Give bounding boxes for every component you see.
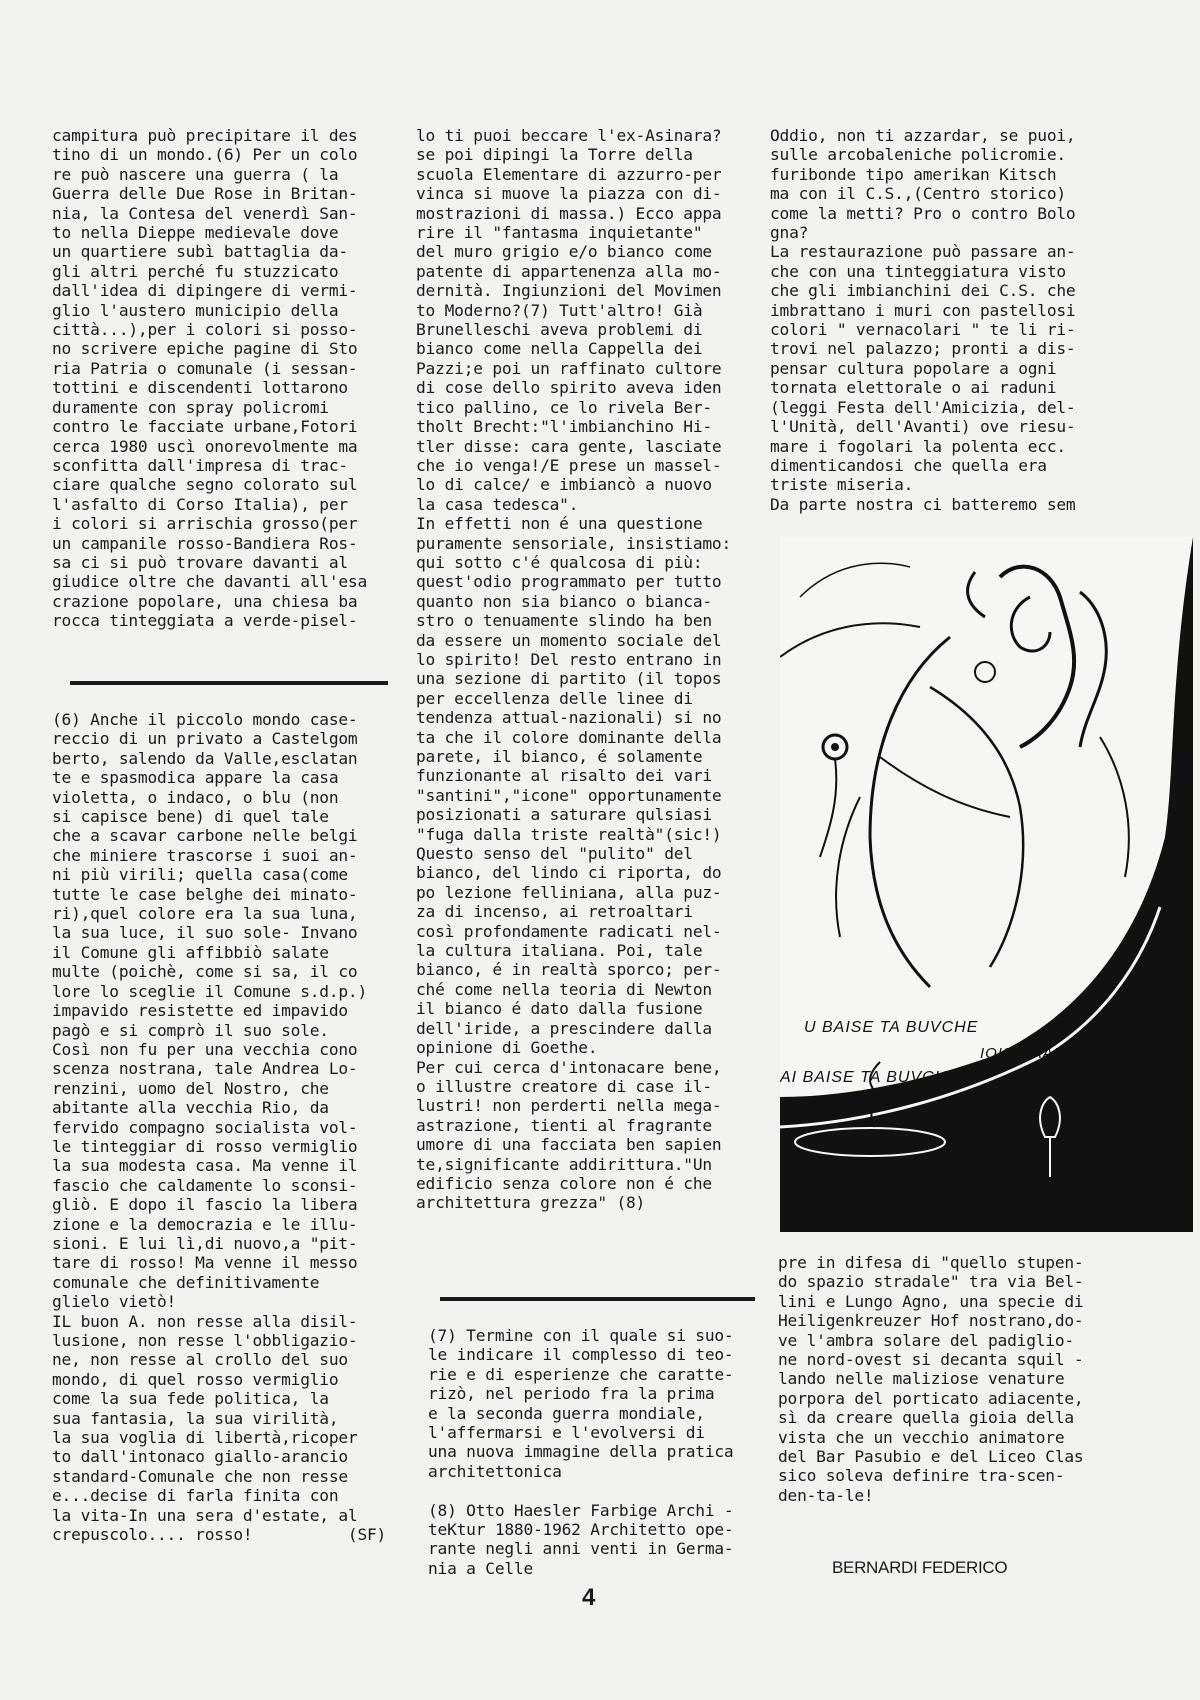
column-left-text: campitura può precipitare il des tino di un mondo.(6) Per un colo re può nascere una guerra ( la Guerra delle Due Rose in Britan- nia, la Contesa del venerdì San- to nella Dieppe medievale dove un quartiere subì battaglia da- gli altri perché fu stuzzicato dall'idea di dipingere di vermi- glio l'austero municipio della città...),per i colori si posso- no scrivere epiche pagine di Sto ria Patria o comunale (i sessan- tottini e discendenti lottarono duramente con spray policromi contro le facciate urbane,Fotori cerca 1980 uscì onorevolmente ma sconfitta dall'impresa di trac- ciare qualche segno colorato sul l'asfalto di Corso Italia), per i colori si arrischia grosso(per un campanile rosso-Bandiera Ros- sa ci si può trovare davanti al giudice oltre che davanti all'esa crazione popolare, una chiesa ba rocca tinteggiata a verde-pisel- <box>52 126 368 631</box>
illustration-caption-line-3: AI BAISE TA BUVCHE <box>780 1069 959 1086</box>
illustration-drawing <box>780 537 1193 1232</box>
salome-illustration <box>780 537 1193 1232</box>
column-middle-text: lo ti puoi beccare l'ex-Asinara? se poi dipingi la Torre della scuola Elementare di azzurro-per vinca si muove la piazza con di- mostrazioni di massa.) Ecco appa rire il "fantasma inquietante" del muro grigio e/o bianco come patente di appartenenza alla mo- dernità. Ingiunzioni del Movimen to Moderno?(7) Tutt'altro! Già Brunelleschi aveva problemi di bianco come nella Cappella dei Pazzi;e poi un raffinato cultore di cose dello spirito aveva iden tico pallino, ce lo rivela Ber- tholt Brecht:"l'imbianchino Hi- tler disse: cara gente, lasciate che io venga!/E prese un massel- lo di calce/ e imbiancò a nuovo la casa tedesca". In effetti non é una questione puramente sensoriale, insistiamo: qui sotto c'é qualcosa di più: quest'odio programmato per tutto quanto non sia bianco o bianca- stro o tenuamente slindo ha ben da essere un momento sociale del lo spirito! Del resto entrano in una sezione di partito (il topos per eccellenza delle linee di tendenza attual-nazionali) si no ta che il colore dominante della parete, il bianco, é solamente funzionante al risalto dei vari "santini","icone" opportunamente posizionati a saturare qulsiasi "fuga dalla triste realtà"(sic!) Questo senso del "pulito" del bianco, del lindo ci riporta, do po lezione felliniana, alla puz- za di incenso, ai retroaltari così profondamente radicati nel- la cultura italiana. Poi, tale bianco, é in realtà sporco; per- ché come nella teoria di Newton il bianco é dato dalla fusione dell'iride, a prescindere dalla opinione di Goethe. Per cui cerca d'intonacare bene, o illustre creatore di case il- lustri! non perderti nella mega- astrazione, tienti al fragrante umore di una facciata ben sapien te,significante addirittura."Un edificio senza colore non é che architettura grezza" (8) <box>416 126 732 1213</box>
footnotes-7-8: (7) Termine con il quale si suo- le indicare il complesso di teo- rie e di esperienze che caratte- rizò, nel periodo fra la prima e la seconda guerra mondiale, l'affermarsi e l'evolversi di una nuova immagine della pratica architettonica (8) Otto Haesler Farbige Archi - teKtur 1880-1962 Architetto ope- rante negli anni venti in Germa- nia a Celle <box>428 1326 734 1578</box>
footnote-divider-middle <box>440 1297 755 1301</box>
author-signature: BERNARDI FEDERICO <box>832 1558 1008 1577</box>
column-right-text-top: Oddio, non ti azzardar, se puoi, sulle arcobaleniche policromie. furibonde tipo amerikan Kitsch ma con il C.S.,(Centro storico) come la metti? Pro o contro Bolo gna? La restaurazione può passare an- che con una tinteggiatura visto che gli imbianchini dei C.S. che imbrattano i muri con pastellosi colori " vernacolari " te li ri- trovi nel palazzo; pronti a dis- pensar cultura popolare a ogni tornata elettorale o ai raduni (leggi Festa dell'Amicizia, del- l'Unità, dell'Avanti) ove riesu- mare i fogolari la polenta ecc. dimenticandosi che quella era triste miseria. Da parte nostra ci batteremo sem <box>770 126 1076 514</box>
illustration-caption-line-2: IOKANAAN <box>980 1045 1066 1062</box>
page-number: 4 <box>582 1584 596 1611</box>
footnote-divider-left <box>70 681 388 685</box>
illustration-caption-line-1: U BAISE TA BUVCHE <box>804 1019 979 1036</box>
footnote-6: (6) Anche il piccolo mondo case- reccio di un privato a Castelgom berto, salendo da Valle,esclatan te e spasmodica appare la casa violetta, o indaco, o blu (non si capisce bene) di quel tale che a scavar carbone nelle belgi che miniere trascorse i suoi an- ni più virili; quella casa(come tutte le case belghe dei minato- ri),quel colore era la sua luna, la sua luce, il suo sole- Invano il Comune gli affibbiò salate multe (poichè, come si sa, il co lore lo sceglie il Comune s.d.p.) impavido resistette ed impavido pagò e si comprò il suo sole. Così non fu per una vecchia cono scenza nostrana, tale Andrea Lo- renzini, uomo del Nostro, che abitante alla vecchia Rio, da fervido compagno socialista vol- le tinteggiar di rosso vermiglio la sua modesta casa. Ma venne il fascio che caldamente lo sconsi- gliò. E dopo il fascio la libera zione e la democrazia e le illu- sioni. E lui lì,di nuovo,a "pit- tare di rosso! Ma venne il messo comunale che definitivamente glielo vietò! IL buon A. non resse alla disil- lusione, non resse l'obbligazio- ne, non resse al crollo del suo mondo, di quel rosso vermiglio come la sua fede politica, la sua fantasia, la sua virilità, la sua voglia di libertà,ricoper to dall'intonaco giallo-arancio standard-Comunale che non resse e...decise di farla finita con la vita-In una sera d'estate, al crepuscolo.... rosso! (SF) <box>52 710 387 1545</box>
bleed-through <box>760 70 1140 130</box>
column-right-text-bottom: pre in difesa di "quello stupen- do spazio stradale" tra via Bel- lini e Lungo Agno, una specie di Heiligenkreuzer Hof nostrano,do- ve l'ambra solare del padiglio- ne nord-ovest si decanta squil - lando nelle maliziose venature porpora del porticato adiacente, sì da creare quella gioia della vista che un vecchio animatore del Bar Pasubio e del Liceo Clas sico soleva definire tra-scen- den-ta-le! <box>778 1253 1084 1505</box>
